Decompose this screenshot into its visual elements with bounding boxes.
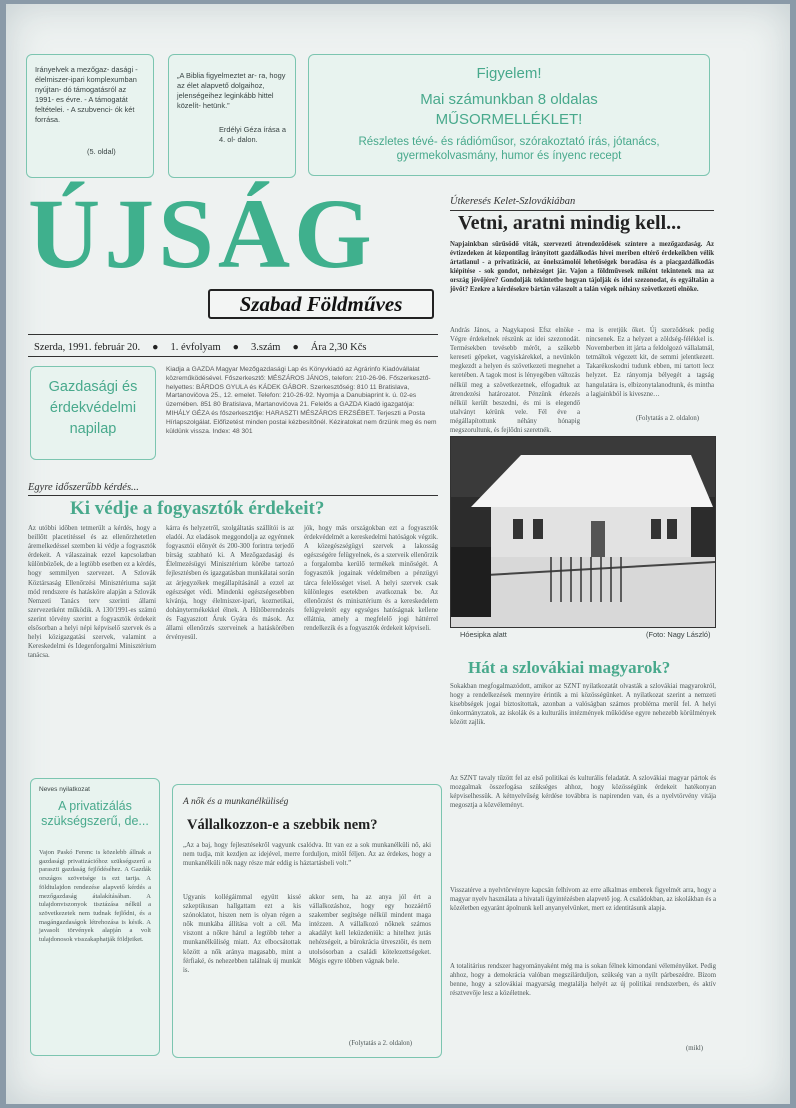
article-continuation: (Folytatás a 2. oldalon)	[636, 415, 700, 422]
article-col2: kárra és helyzetről, szolgáltatás szállítói is az eladói. Az eladások meggondolja az egyénnek fogyasztói előnyét és 200-300 forintra terjedő bírság szabható ki. A Mezőgazdasági és Élelmezésügyi Minisztérium körébe tartozó fejlesztésben és igazgatásban munkálatai során az árjegyzékek megállapításánál a ezzel az egészséget védi. Mindenki egészségesebben kívánja, hogy élelmiszer-ipari, kozmetikai, dohánytermékekkel élnek. A Hűtőberendezés és Fagyasztott Áruk Gyára és mások. Az állami ellenőrzés szerveinek a hatáskörében érvényesül.	[166, 525, 294, 642]
newspaper-page	[6, 4, 790, 1104]
dateline-rule-top	[28, 334, 438, 335]
article-col1: Ugyanis kollégáimmal együtt kissé szkeptikusan hallgattam ezt a kis szónoklatot, hiszen nem is olyan régen a nők munkába állítása volt a cél. Ma viszont a nőkre hárul a legtöbb teher a munkanélküliség miatt. Az elbocsátottak között a nők aránya magasabb, mint a férfiaké, és nehezebben találnak új munkát is.	[183, 894, 301, 974]
article-headline: Vetni, aratni mindig kell...	[458, 212, 682, 234]
article-body2: Az SZNT tavaly tűzött fel az első politikai és kulturális feladatát. A szlovákiai magyar pártok és mozgalmak összefogása szükséges ahhoz, hogy közösségünk érdekeit hatékonyan képviselhessük. A kétnyelvűség kérdése továbbra is napirenden van, és a nyelvtörvény vitája megosztja a közvéleményt.	[450, 775, 716, 810]
photo-image	[451, 437, 715, 627]
masthead-title: ÚJSÁG	[28, 178, 376, 289]
article-body-right: ma is eretjük őket. Új szerződések pedig nincsenek. Ez a helyzet a zöldség-félékkel is. Novemberben itt járta a feldolgozó vállalatnál, tetmáltok végezett kit, de semmi jelentkezett. Takarékoskodni tudunk ebben, mi tartott lecz helyzet. Ez rányomja bélyegét a tagság hangulatára is, elbizonytalanodtunk, és mintha a lagjainkból is kiveszne…	[586, 327, 714, 398]
kicker-rule	[450, 210, 714, 211]
teaser-box-bible	[168, 54, 296, 178]
issue-price: Ára 2,30 Kčs	[310, 342, 367, 353]
issue-number: 3.szám	[250, 342, 281, 353]
bullet-icon: ●	[292, 342, 299, 353]
dateline	[34, 342, 438, 353]
article-body3: Visszatérve a nyelvtörvényre kapcsán felhívom az erre alkalmas emberek figyelmét arra, hogy a magyar nyelv használata a hivatali ügyintézésben alapvető jog. A családokban, az iskolákban és a közéletben egyaránt ápolnunk kell anyanyelvünket, mert ez identitásunk alapja.	[450, 887, 716, 913]
imprint: Kiadja a GAZDA Magyar Mezőgazdasági Lap és Könyvkiadó az Agrárinfo Kiadóvállalat közreműködésével. Főszerkesztő: MÉSZÁROS JÁNOS, telefon: 210-26-96. Főszerkesztő-helyettes: BÁRDOS GYULA és KÁDEK GÁBOR. Szerkesztőség: 810 11 Bratislava, Martanovičova 25., 12. emelet. Telefon: 210-26-92. Nyomja a Danubiaprint k. ú. 02-es üzemében. 851 80 Bratislava, Martanovičova 21. Felelős a GAZDA Kiadó igazgatója: MIHÁLY GÉZA és főszerkesztője: HARASZTI MÉSZÁROS ERZSÉBET. Terjeszti a Posta Hírlapszolgálat. Előfizetést minden postai kézbesítőnél. Kéziratokat nem őrzünk meg és nem küldünk vissza. Index: 48 301	[166, 366, 437, 435]
article-kicker: A nők és a munkanélküliség	[183, 797, 289, 807]
notice-line1: Mai számunkban 8 oldalas	[420, 91, 598, 108]
photo-credit: (Foto: Nagy László)	[646, 630, 711, 639]
article-col3: jók, hogy más országokban ezt a fogyasztók érdekvédelmét a kereskedelmi hatóságok végzik. A közegészségügyi szervek a lakosság egészségére felügyelnek, és a szerveik ellenőrzik a forgalomba kerülő termékek minőségét. A fogyasztók jogainak védelmében a pénzügyi tárca felelősséget visel. A helyi szervek csak különleges esetekben avatkoznak be. Az ellenőrzést és minisztérium és a kereskedelem felügyeletét egy egységes hatóságnak kellene ellátnia, amely a megfelelő jogi háttérrel rendelkezik és a fogyasztók érdekeit képviseli.	[304, 525, 438, 633]
article-lead: „Az a baj, hogy fejlesztésekről vagyunk csalódva. Itt van ez a sok munkanélküli nő, aki nem tudja, mit kezdjen az idejével, merre forduljon, mitől féljen. Az az érdekes, hogy a munkanélküli nők nagy része már eddig is háztartásbeli volt.”	[183, 842, 431, 868]
article-headline: A privatizálás szükségszerű, de...	[41, 799, 149, 828]
article-continuation: (Folytatás a 2. oldalon)	[349, 1040, 413, 1047]
article-col2: akkor sem, ha az anya jól ért a vállalkozáshoz, hogy egy hozzáértő szakember segítsége nélkül mindent maga intézzen. A vállalkozó nőknek számos akadályt kell leküzdeniük: a hitelhez jutás nehézségeit, a bürokrácia útvesztőit, és nem utolsósorban a családi kötelezettségeket. Mégis egyre többen vágnak bele.	[309, 894, 431, 965]
article-body: Vajon Paskó Ferenc is közelebb állnak a gazdasági privatizációhoz szükségszerű a paraszti gazdaság fejlődéséhez. A Gazdák országos szövetsége is ezt tartja. A földtulajdon rendezése alapvető kérdés a mezőgazdaság átalakításában. A tulajdonviszonyok tisztázása nélkül a szövetkezetek nem tudnak fejlődni, és a magángazdaságok létrehozása is késik. A javasolt törvények alapján a volt tulajdonosok visszakaphatják földjeiket.	[39, 849, 151, 944]
teaser-text: Irányelvek a mezőgaz- dasági - élelmiszer-ipari komplexumban nyújtan- dó támogatásról az 1991- es évre. - A támogatát feltételei. - A szubvenci- ók két forrása.	[35, 65, 138, 124]
article-kicker: Neves nyilatkozat	[39, 786, 90, 793]
bullet-icon: ●	[152, 342, 159, 353]
privatization-box	[30, 778, 160, 1056]
dateline-rule-bottom	[28, 356, 438, 357]
article-lead: Napjainkban sűrűsödő viták, szervezeti átrendeződések színtere a mezőgazdaság. Az évtizedeken át központilag irányított gazdálkodás hívei meriben eltérő érdekeikben vélik ártatlanul - a privatizáció, az önelszámolói lehetőségek boradása és a piacgazdálkodás kiépítése - sok gondot, nehézséget jár. Vajon a földművesek miként tekintenek ma az ország jövőjére? Gondolják tekintetbe hogyan tájolják és idei szezonodat, és egyáltalán a jövőt? Ezekre a kérdésekre bártán válaszolt a talán végek néhány szövetkezeti elnöke.	[450, 241, 714, 294]
article-headline: Ki védje a fogyasztók érdekeit?	[70, 498, 325, 519]
photo-caption: Hóesipka alatt	[460, 630, 507, 639]
article-body1: Sokakban megfogalmazódott, amikor az SZNT nyilatkozatát olvasták a szlovákiai magyarokról, hogy a rendelkezések mennyire érintik a mi közösségünket. A nyilatkozat szerint a nemzeti kisebbségek jogai biztosítottak, azonban a valóságban számos probléma merül fel. A helyi önkormányzatok, az iskolák és a kulturális intézmények működése egyre nehezebb körülmények között zajlik.	[450, 683, 716, 727]
masthead-subtitle: Szabad Földműves	[208, 289, 434, 319]
issue-date: Szerda, 1991. február 20.	[34, 342, 141, 353]
women-article-box	[172, 784, 442, 1058]
winter-house-photo	[450, 436, 716, 628]
teaser-ref: (5. oldal)	[87, 147, 116, 156]
teaser-quote: „A Biblia figyelmeztet ar- ra, hogy az élet alapvető dolgaihoz, jelenségeihez leginkább hittel közelít- hetünk.”	[177, 71, 286, 110]
notice-title: Figyelem!	[476, 65, 542, 82]
article-body4: A totalitárius rendszer hagyományaként még ma is sokan félnek kimondani véleményüket. Pedig ahhoz, hogy a demokrácia valóban megszilárduljon, szükség van a nyílt párbeszédre. Bízom benne, hogy a szlovákiai magyarság megtalálja helyét az új politikai rendszerben, és aktív résztvevője lesz a közéletnek.	[450, 963, 716, 998]
article-headline: Hát a szlovákiai magyarok?	[468, 658, 671, 677]
article-headline: Vállalkozzon-e a szebbik nem?	[187, 817, 378, 833]
article-body-left: András János, a Nagykaposi Efsz elnöke - Végre érdekelnek részünk az idei szezonodát. Termésekben tevésebb mérőt, a szűkebb kereseti gépeket, vagyiskárekkel, a nevünkön megkezdt a helyen és szövetkezeti megnehet a keretében. A tagok most is lényegében változás nélkül meg a szövetkezetnek, elfogadtuk az átrendezési határozatot. Pénzünk érkezés nélkül került beszedni, és mi is elegendő utalványt kérünk vele. Fél éve a mégállapítottunk néhány hónapig megszorultunk, és fejlődni szeretnék.	[450, 327, 580, 435]
notice-line2: MŰSORMELLÉKLET!	[435, 111, 583, 128]
supplement-notice-box	[308, 54, 710, 176]
teaser-ref: Erdélyi Géza írása a 4. ol- dalon.	[219, 125, 286, 144]
notice-line3: Részletes tévé- és rádióműsor, szórakoztató írás, jótanács, gyermekolvasmány, humor és ínyenc recept	[358, 136, 660, 162]
kicker-rule	[28, 495, 438, 496]
article-col1: Az utóbbi időben tetmerült a kérdés, hogy a beillőtt placetitéssel és az ellenőrzhetetlen áremelkedéssel szemben ki védje a fogyasztók érdekeit. A válaszainak ezzel kapcsolatban különbözőek, de a legtöbb esetben ez a kérdés, hogy semmilyen szervezet. A Szlovák Köztársaság Ellenőrzési Minisztériuma saját mód rendszere és hatásköre alapján a Szlovák Nemzeti Tanács terv szerinti állami szervezetként működik. A 130/1991-es számú szerint törvény szerint a fogyasztók érdekeit elsősorban a helyi népi képviselő szervek és a helyi közigazgatási szervek, valamint a Kereskedelmi és Idegenforgalmi Minisztérium tanácsa.	[28, 525, 156, 660]
issue-volume: 1. évfolyam	[170, 342, 221, 353]
tagline-box	[30, 366, 156, 460]
article-kicker: Útkeresés Kelet-Szlovákiában	[450, 196, 576, 207]
article-kicker: Egyre időszerűbb kérdés...	[28, 482, 139, 493]
bullet-icon: ●	[232, 342, 239, 353]
teaser-box-subsidies	[26, 54, 154, 178]
article-continuation: (mikl)	[686, 1045, 703, 1052]
tagline: Gazdasági és érdekvédelmi napilap	[48, 379, 138, 437]
